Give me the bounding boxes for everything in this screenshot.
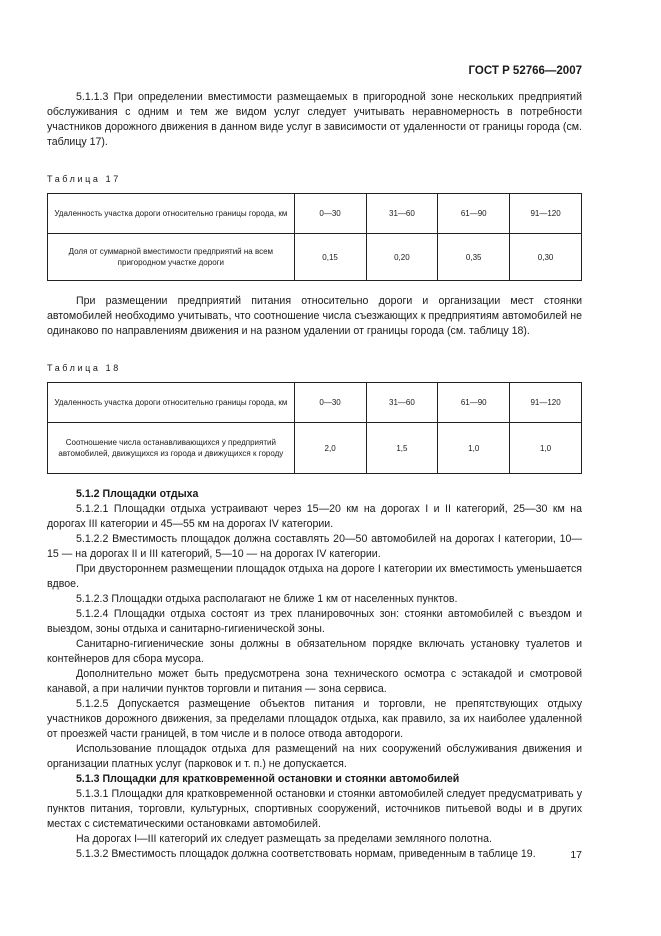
table-17 bbox=[47, 193, 582, 281]
paragraph-5-1-2-1: 5.1.2.1 Площадки отдыха устраивают через 15—20 км на дорогах I и II категорий, 25—30 км на дорогах III категории и 45—55 км на дорогах IV категории. bbox=[47, 503, 582, 530]
paragraph-5-1-2-5: 5.1.2.5 Допускается размещение объектов питания и торговли, не препятствующих отдыху участников дорожного движения, за пределами площадок отдыха, как правило, за их наиболее удаленной от проезжей части границей, в том числе и в полосе отвода автодороги. bbox=[47, 698, 582, 740]
section-heading-5-1-3: 5.1.3 Площадки для кратковременной остановки и стоянки автомобилей bbox=[76, 773, 460, 785]
table-header-cell: 31—60 bbox=[366, 194, 438, 234]
table-cell: 1,0 bbox=[438, 423, 510, 474]
section-heading-5-1-2: 5.1.2 Площадки отдыха bbox=[76, 488, 199, 500]
paragraph-5-1-2-4: 5.1.2.4 Площадки отдыха состоят из трех планировочных зон: стоянки автомобилей с въездом и выездом, зоны отдыха и санитарно-гигиенической зоны. bbox=[47, 608, 582, 635]
table-header-cell: 0—30 bbox=[294, 383, 366, 423]
paragraph-food-placement: При размещении предприятий питания относительно дороги и организации мест стоянки автомобилей необходимо учитывать, что соотношение числа съезжающих к предприятиям автомобилей не одинаково по направлениям движения и на разном удалении от границы города (см. таблицу 18). bbox=[47, 295, 582, 337]
document-body bbox=[47, 90, 582, 862]
table-18 bbox=[47, 382, 582, 474]
paragraph-category-placement: На дорогах I—III категорий их следует размещать за пределами земляного полотна. bbox=[76, 833, 492, 845]
table-header-cell: Удаленность участка дороги относительно границы города, км bbox=[48, 383, 295, 423]
paragraph-usage-restriction: Использование площадок отдыха для размещений на них сооружений обслуживания движения и организации платных услуг (парковок и т. п.) не допускается. bbox=[47, 743, 582, 770]
table-row-label: Соотношение числа останавливающихся у предприятий автомобилей, движущихся из города и движущихся к городу bbox=[48, 423, 295, 474]
table-cell: 2,0 bbox=[294, 423, 366, 474]
table-header-cell: 61—90 bbox=[438, 383, 510, 423]
paragraph-5-1-3-1: 5.1.3.1 Площадки для кратковременной остановки и стоянки автомобилей следует предусматривать у пунктов питания, торговли, культурных, спортивных сооружений, источников питьевой воды и в других местах с систематическими остановками автомобилей. bbox=[47, 788, 582, 830]
paragraph-5-1-3-2: 5.1.3.2 Вместимость площадок должна соответствовать нормам, приведенным в таблице 19. bbox=[76, 848, 536, 860]
paragraph-5-1-2-3: 5.1.2.3 Площадки отдыха располагают не ближе 1 км от населенных пунктов. bbox=[76, 593, 458, 605]
table-cell: 0,35 bbox=[438, 234, 510, 281]
paragraph-5-1-1-3: 5.1.1.3 При определении вместимости размещаемых в пригородной зоне нескольких предприятий обслуживания с одним и тем же видом услуг следует учитывать неравномерность в потребности участников дорожного движения в данном виде услуг в зависимости от удаленности от границы города (см. таблицу 17). bbox=[47, 91, 582, 148]
table-header-cell: 31—60 bbox=[366, 383, 438, 423]
table-cell: 0,30 bbox=[510, 234, 582, 281]
paragraph-two-sided: При двустороннем размещении площадок отдыха на дороге I категории их вместимость уменьшается вдвое. bbox=[47, 563, 582, 590]
table-17-caption: Таблица 17 bbox=[47, 174, 121, 184]
table-row bbox=[48, 383, 582, 423]
document-header: ГОСТ Р 52766—2007 bbox=[468, 65, 582, 77]
table-18-caption: Таблица 18 bbox=[47, 363, 121, 373]
table-cell: 0,15 bbox=[294, 234, 366, 281]
paragraph-5-1-2-2: 5.1.2.2 Вместимость площадок должна составлять 20—50 автомобилей на дорогах I категории, 10—15 — на дорогах II и III категорий, 5—10 — на дорогах IV категории. bbox=[47, 533, 582, 560]
table-row bbox=[48, 234, 582, 281]
table-cell: 1,0 bbox=[510, 423, 582, 474]
table-cell: 0,20 bbox=[366, 234, 438, 281]
table-header-cell: 61—90 bbox=[438, 194, 510, 234]
page-number: 17 bbox=[570, 849, 582, 861]
paragraph-inspection-zone: Дополнительно может быть предусмотрена зона технического осмотра с эстакадой и смотровой канавой, а при наличии пунктов торговли и питания — зона сервиса. bbox=[47, 668, 582, 695]
table-row bbox=[48, 194, 582, 234]
table-header-cell: 91—120 bbox=[510, 383, 582, 423]
paragraph-sanitary-zones: Санитарно-гигиенические зоны должны в обязательном порядке включать установку туалетов и контейнеров для сбора мусора. bbox=[47, 638, 582, 665]
table-header-cell: 0—30 bbox=[294, 194, 366, 234]
table-row-label: Доля от суммарной вместимости предприятий на всем пригородном участке дороги bbox=[48, 234, 295, 281]
table-header-cell: 91—120 bbox=[510, 194, 582, 234]
table-row bbox=[48, 423, 582, 474]
table-header-cell: Удаленность участка дороги относительно границы города, км bbox=[48, 194, 295, 234]
table-cell: 1,5 bbox=[366, 423, 438, 474]
